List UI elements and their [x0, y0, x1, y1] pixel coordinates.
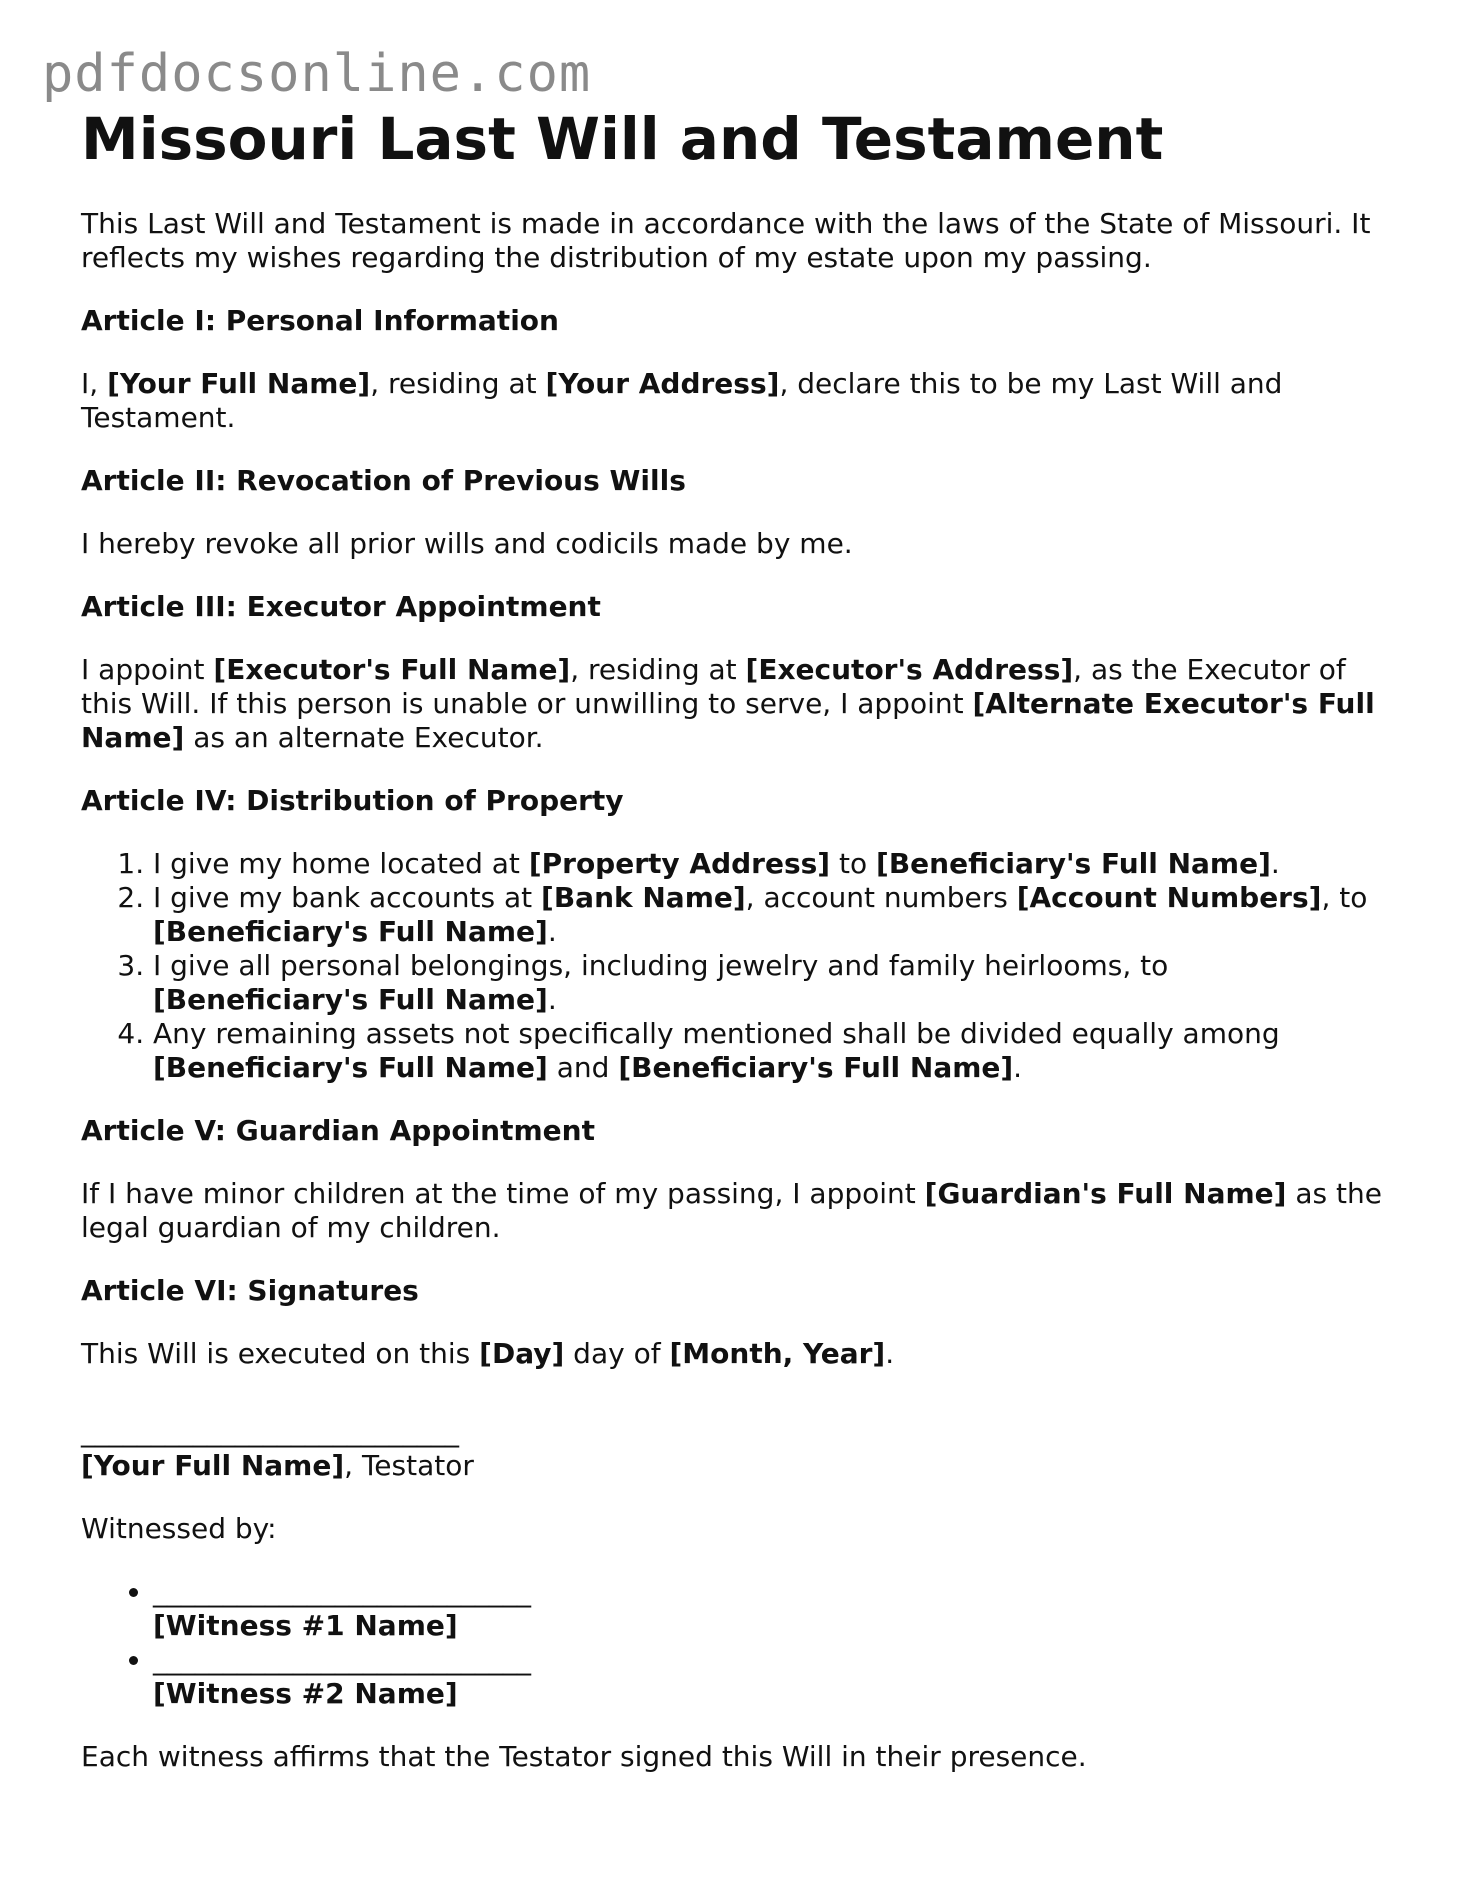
watermark: pdfdocsonline.com	[42, 44, 592, 104]
article-6-text: This Will is executed on this [Day] day of [Month, Year].	[81, 1337, 895, 1370]
witness-list	[81, 1575, 1391, 1711]
testator-address-field: [Your Address]	[545, 367, 780, 400]
article-3-text: I appoint [Executor's Full Name], residing at [Executor's Address], as the Executor of this Will. If this person is unable or unwilling to serve, I appoint [Alternate Executor's Full Name] as an alternate Executor.	[81, 653, 1375, 754]
article-1-text: I, [Your Full Name], residing at [Your Address], declare this to be my Last Will and Testament.	[81, 367, 1283, 434]
list-item: 1. I give my home located at [Property Address] to [Beneficiary's Full Name].	[153, 847, 1391, 881]
witness-name: [Witness #2 Name]	[153, 1677, 458, 1710]
witness-name: [Witness #1 Name]	[153, 1609, 458, 1642]
intro-paragraph: This Last Will and Testament is made in accordance with the laws of the State of Missouri. It reflects my wishes regarding the distribution of my estate upon my passing.	[81, 207, 1371, 274]
distribution-list	[81, 847, 1391, 1085]
article-4-heading: Article IV: Distribution of Property	[81, 784, 624, 817]
testator-name-field: [Your Full Name]	[107, 367, 371, 400]
list-item: 2. I give my bank accounts at [Bank Name], account numbers [Account Numbers], to [Beneficiary's Full Name].	[153, 881, 1391, 949]
list-item: 4. Any remaining assets not specifically mentioned shall be divided equally among [Beneficiary's Full Name] and [Beneficiary's Full Name].	[153, 1017, 1391, 1085]
beneficiary-field: [Beneficiary's Full Name]	[618, 1051, 1014, 1084]
alternate-executor-field: [Alternate Executor's Full Name]	[81, 687, 1375, 754]
article-5-text: If I have minor children at the time of my passing, I appoint [Guardian's Full Name] as the legal guardian of my children.	[81, 1177, 1382, 1244]
bank-name-field: [Bank Name]	[541, 881, 746, 914]
executor-name-field: [Executor's Full Name]	[213, 653, 571, 686]
article-5-heading: Article V: Guardian Appointment	[81, 1114, 595, 1147]
guardian-name-field: [Guardian's Full Name]	[924, 1177, 1287, 1210]
witnessed-by-label: Witnessed by:	[81, 1512, 277, 1545]
witness-item	[153, 1643, 1391, 1711]
closing-statement: Each witness affirms that the Testator signed this Will in their presence.	[81, 1740, 1087, 1773]
beneficiary-field: [Beneficiary's Full Name]	[153, 983, 548, 1016]
beneficiary-field: [Beneficiary's Full Name]	[153, 1051, 548, 1084]
will-document	[81, 104, 1391, 1803]
signature-line: ___________________________	[153, 1575, 531, 1608]
witness-item	[153, 1575, 1391, 1643]
testator-signature-block: ___________________________ [Your Full Name], Testator	[81, 1415, 474, 1482]
document-title: Missouri Last Will and Testament	[81, 105, 1164, 173]
article-3-heading: Article III: Executor Appointment	[81, 590, 601, 623]
testator-signature-name: [Your Full Name]	[81, 1449, 345, 1482]
month-year-field: [Month, Year]	[669, 1337, 886, 1370]
day-field: [Day]	[479, 1337, 565, 1370]
list-item: 3. I give all personal belongings, including jewelry and family heirlooms, to [Beneficiary's Full Name].	[153, 949, 1391, 1017]
beneficiary-field: [Beneficiary's Full Name]	[153, 915, 548, 948]
signature-line: ___________________________	[81, 1415, 459, 1448]
property-address-field: [Property Address]	[528, 847, 831, 880]
beneficiary-field: [Beneficiary's Full Name]	[876, 847, 1271, 880]
signature-line: ___________________________	[153, 1643, 531, 1676]
article-1-heading: Article I: Personal Information	[81, 304, 559, 337]
article-2-text: I hereby revoke all prior wills and codicils made by me.	[81, 527, 853, 560]
executor-address-field: [Executor's Address]	[745, 653, 1074, 686]
account-numbers-field: [Account Numbers]	[1016, 881, 1322, 914]
article-6-heading: Article VI: Signatures	[81, 1274, 419, 1307]
article-2-heading: Article II: Revocation of Previous Wills	[81, 464, 686, 497]
